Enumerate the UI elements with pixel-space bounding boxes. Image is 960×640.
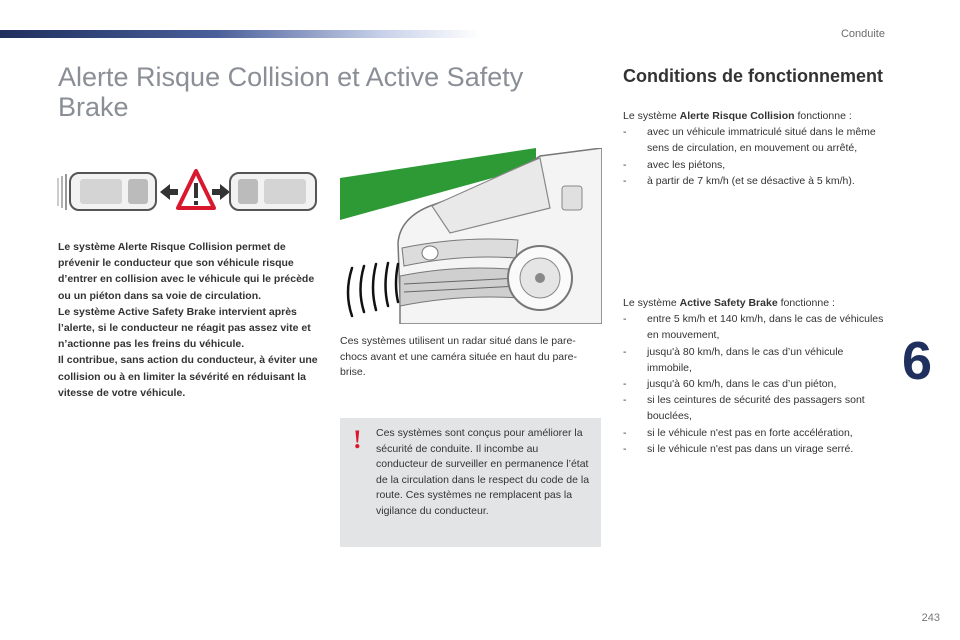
list-dash: -: [623, 313, 627, 326]
intro-paragraph: Il contribue, sans action du conducteur, à éviter une collision ou à en limiter la sévérité en réduisant la vitesse de votre véhicule.: [58, 354, 318, 399]
list-dash: -: [623, 426, 627, 439]
list-item-text: si les ceintures de sécurité des passagers sont bouclées,: [647, 394, 865, 423]
warning-box: [340, 418, 601, 547]
list-item: [623, 441, 885, 457]
list-dash: -: [623, 158, 627, 171]
list-dash: -: [623, 345, 627, 358]
exclamation-icon: !: [353, 425, 362, 454]
arc-conditions: [623, 108, 885, 189]
radar-waves-icon: [348, 263, 398, 316]
chapter-number: 6: [902, 331, 933, 391]
list-item: [623, 124, 885, 156]
list-item-text: avec les piétons,: [647, 158, 726, 171]
intro-text: [58, 239, 320, 401]
list-item: [623, 425, 885, 441]
front-vehicle-icon: [230, 173, 316, 210]
list-item-text: entre 5 km/h et 140 km/h, dans le cas de véhicules en mouvement,: [647, 313, 884, 342]
list-dash: -: [623, 442, 627, 455]
list-item: [623, 311, 885, 343]
list-item-text: si le véhicule n'est pas en forte accélération,: [647, 426, 853, 439]
list-item-text: à partir de 7 km/h (et se désactive à 5 km/h).: [647, 174, 855, 187]
radar-description: Ces systèmes utilisent un radar situé dans le pare-chocs avant et une caméra située en haut du pare-brise.: [340, 335, 577, 378]
list-item-text: si le véhicule n'est pas dans un virage serré.: [647, 442, 854, 455]
collision-diagram: [56, 168, 318, 216]
rear-vehicle-icon: [58, 173, 156, 210]
warning-triangle-icon: [178, 171, 214, 208]
list-item: [623, 392, 885, 424]
list-dash: -: [623, 394, 627, 407]
arc-conditions-list: [623, 124, 885, 189]
arc-intro-suffix: fonctionne :: [794, 110, 852, 122]
asb-conditions-list: [623, 311, 885, 457]
intro-paragraph: Le système Active Safety Brake intervient après l’alerte, si le conducteur ne réagit pas assez vite et n’actionne pas les freins du véhicule.: [58, 305, 311, 351]
warning-text: Ces systèmes sont conçus pour améliorer la sécurité de conduite. Il incombe au conducteur de surveiller en permanence l’état de la circulation dans le respect du code de la route. Ces systèmes ne remplacent pas la vigilance du conducteur.: [376, 427, 590, 517]
page-number: 243: [921, 612, 940, 624]
list-item: [623, 173, 885, 189]
list-item: [623, 157, 885, 173]
vehicle-radar-illustration: [340, 148, 602, 324]
list-dash: -: [623, 378, 627, 391]
list-dash: -: [623, 174, 627, 187]
arc-system-name: Alerte Risque Collision: [679, 110, 795, 122]
conditions-title: Conditions de fonctionnement: [623, 66, 883, 86]
intro-paragraph: Le système Alerte Risque Collision permet de prévenir le conducteur que son véhicule risque d’entrer en collision avec le véhicule qui le précède ou un piéton dans sa voie de circulation.: [58, 241, 315, 302]
asb-intro-suffix: fonctionne :: [777, 297, 835, 309]
asb-system-name: Active Safety Brake: [679, 297, 778, 309]
list-dash: -: [623, 126, 627, 139]
asb-conditions: [623, 295, 885, 457]
section-label: Conduite: [840, 28, 885, 40]
arc-intro-prefix: Le système: [623, 110, 680, 122]
asb-intro-prefix: Le système: [623, 297, 680, 309]
list-item-text: jusqu'à 60 km/h, dans le cas d’un piéton,: [647, 378, 837, 391]
list-item: [623, 376, 885, 392]
list-item: [623, 344, 885, 376]
list-item-text: avec un véhicule immatriculé situé dans le même sens de circulation, en mouvement ou arrêté,: [647, 126, 876, 155]
page-title: Alerte Risque Collision et Active Safety Brake: [58, 62, 524, 122]
header-accent-bar: [0, 30, 480, 38]
list-item-text: jusqu'à 80 km/h, dans le cas d’un véhicule immobile,: [647, 345, 844, 374]
